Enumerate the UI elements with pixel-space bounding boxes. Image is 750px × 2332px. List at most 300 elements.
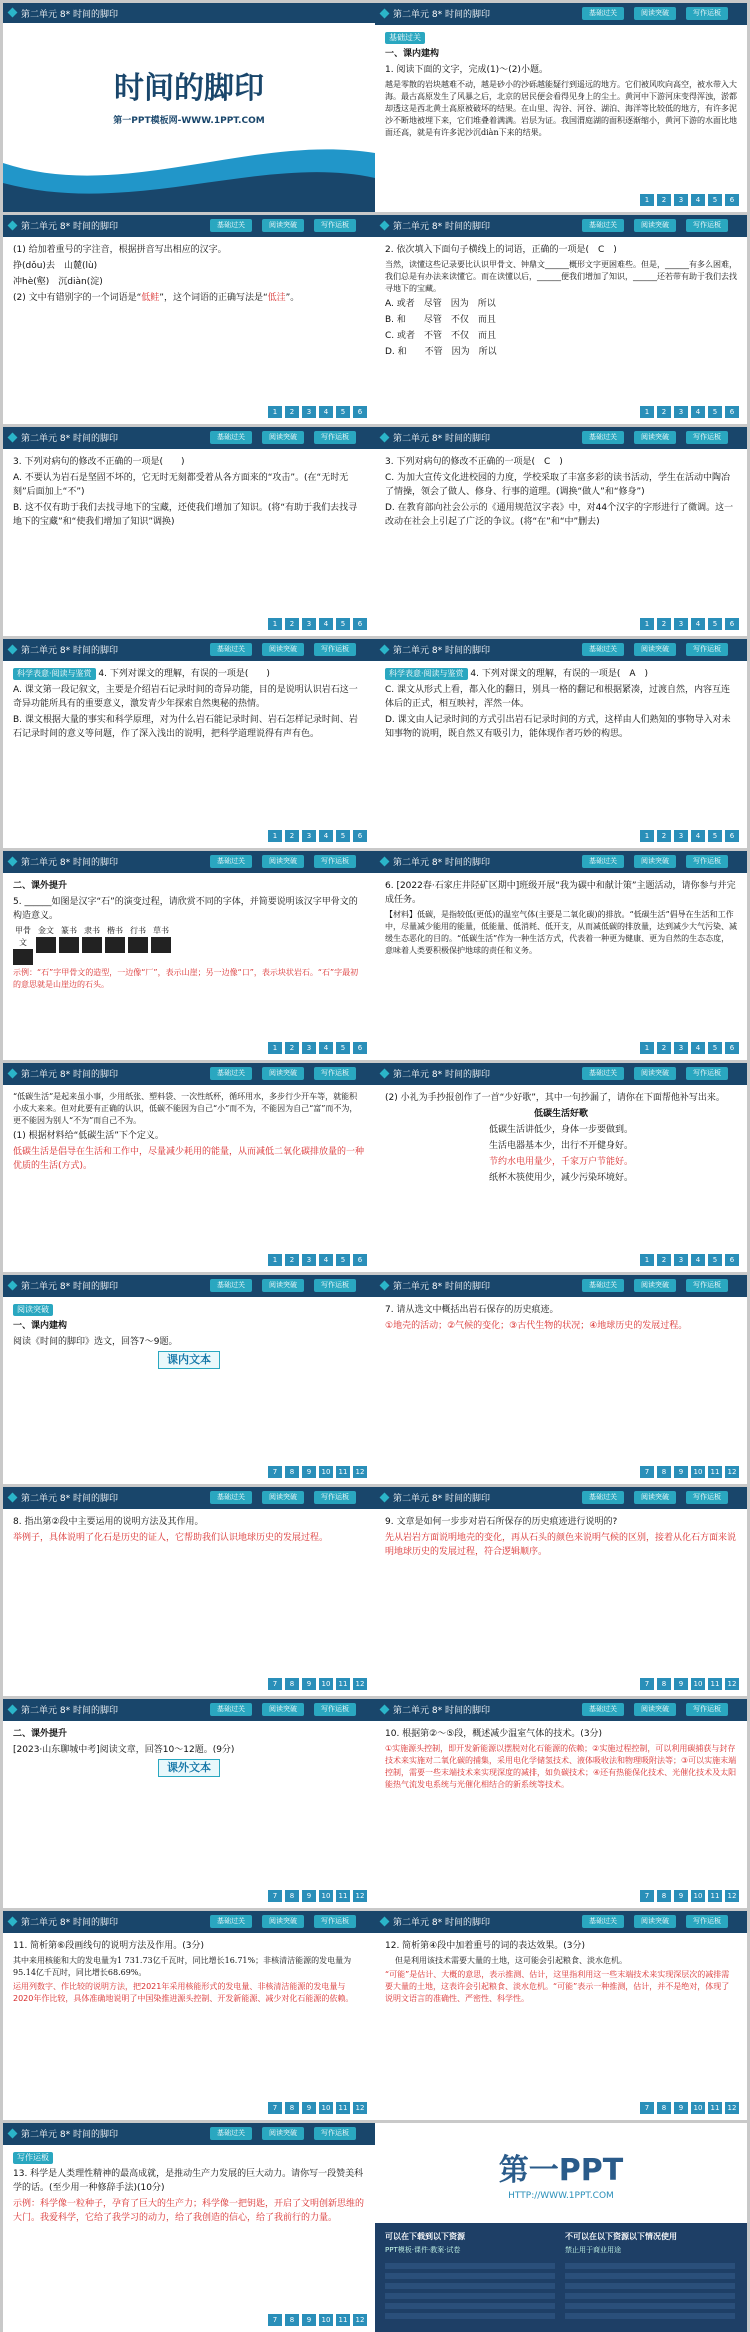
slide-4 xyxy=(375,215,747,424)
tab-basic[interactable]: 基础过关 xyxy=(210,431,252,444)
tab-reading[interactable]: 阅读突破 xyxy=(262,1279,304,1292)
question: 1. 阅读下面的文字，完成(1)～(2)小题。 xyxy=(385,65,548,75)
page-button[interactable]: 2 xyxy=(285,1254,299,1266)
pager xyxy=(268,1890,367,1902)
page-button[interactable]: 6 xyxy=(353,1254,367,1266)
option: D. 和 不管 因为 所以 xyxy=(385,347,497,357)
cover-slide xyxy=(3,3,375,212)
page-button[interactable]: 5 xyxy=(336,830,350,842)
slide-header xyxy=(375,1911,747,1933)
tab-basic[interactable]: 基础过关 xyxy=(582,855,624,868)
tab-writing[interactable]: 写作运板 xyxy=(686,1067,728,1080)
unit-title: 第二单元 8* 时间的脚印 xyxy=(21,434,118,444)
page-button[interactable]: 1 xyxy=(640,406,654,418)
question: 3. 下列对病句的修改不正确的一项是( ) xyxy=(13,457,185,467)
tab-reading[interactable]: 阅读突破 xyxy=(634,1491,676,1504)
unit-title: 第二单元 8* 时间的脚印 xyxy=(21,10,118,20)
page-button[interactable]: 12 xyxy=(725,1466,739,1478)
pager xyxy=(268,2314,367,2326)
page-button[interactable]: 4 xyxy=(691,618,705,630)
glyph-label: 篆书 xyxy=(61,926,77,935)
tab-reading[interactable]: 阅读突破 xyxy=(262,1703,304,1716)
page-button[interactable]: 8 xyxy=(285,2102,299,2114)
page-button[interactable]: 6 xyxy=(725,406,739,418)
pager xyxy=(640,1042,739,1054)
tab-writing[interactable]: 写作运板 xyxy=(686,7,728,20)
unit-title: 第二单元 8* 时间的脚印 xyxy=(393,646,490,656)
slide-header xyxy=(375,3,747,25)
unit-title: 第二单元 8* 时间的脚印 xyxy=(393,1706,490,1716)
question: 3. 下列对病句的修改不正确的一项是( C ) xyxy=(385,457,563,467)
page-button[interactable]: 11 xyxy=(336,1678,350,1690)
page-button[interactable]: 4 xyxy=(319,618,333,630)
glyph-image xyxy=(59,937,79,953)
answer: 低碳生活是倡导在生活和工作中，尽量减少耗用的能量，从而减低二氧化碳排放量的一种优质的生活(方式)。 xyxy=(13,1147,365,1171)
tab-basic[interactable]: 基础过关 xyxy=(210,855,252,868)
page-button[interactable]: 2 xyxy=(285,830,299,842)
page-button[interactable]: 9 xyxy=(674,1466,688,1478)
question: 11. 简析第⑥段画线句的说明方法及作用。(3分) xyxy=(13,1941,204,1951)
page-button[interactable]: 8 xyxy=(657,2102,671,2114)
tab-writing[interactable]: 写作运板 xyxy=(686,219,728,232)
unit-title: 第二单元 8* 时间的脚印 xyxy=(21,1494,118,1504)
unit-title: 第二单元 8* 时间的脚印 xyxy=(21,2130,118,2140)
slide-12 xyxy=(375,1063,747,1272)
page-button[interactable]: 3 xyxy=(674,406,688,418)
unit-title: 第二单元 8* 时间的脚印 xyxy=(393,1282,490,1292)
page-button[interactable]: 11 xyxy=(336,1890,350,1902)
diamond-icon xyxy=(380,1281,390,1291)
page-button[interactable]: 4 xyxy=(691,406,705,418)
slide-header xyxy=(375,427,747,449)
page-button[interactable]: 1 xyxy=(640,830,654,842)
tab-basic[interactable]: 基础过关 xyxy=(582,643,624,656)
tab-writing[interactable]: 写作运板 xyxy=(314,2127,356,2140)
page-button[interactable]: 3 xyxy=(302,1254,316,1266)
question: 10. 根据第②～⑤段，概述减少温室气体的技术。(3分) xyxy=(385,1729,603,1739)
page-button[interactable]: 6 xyxy=(353,830,367,842)
slide-10 xyxy=(375,851,747,1060)
page-button[interactable]: 1 xyxy=(640,194,654,206)
answer: 示例：“石”字甲骨文的造型，一边像“厂”，表示山崖；另一边像“口”，表示块状岩石。“石”字最初的意思就是山崖边的石头。 xyxy=(13,968,359,989)
slide-16 xyxy=(375,1487,747,1696)
pager xyxy=(268,1466,367,1478)
page-button[interactable]: 10 xyxy=(691,1466,705,1478)
tab-basic[interactable]: 基础过关 xyxy=(210,643,252,656)
answer: 示例：科学像一粒种子，孕育了巨大的生产力；科学像一把钥匙，开启了文明创新思维的大门。我爱科学，它给了我学习的动力，给了我创造的信心，给了我前行的力量。 xyxy=(13,2199,365,2223)
page-button[interactable]: 7 xyxy=(640,1678,654,1690)
tab-reading[interactable]: 阅读突破 xyxy=(262,1491,304,1504)
text-label-box[interactable]: 课外文本 xyxy=(158,1759,220,1777)
question: (1) 根据材料给“低碳生活”下个定义。 xyxy=(13,1131,164,1141)
option: D. 课文由人记录时间的方式引出岩石记录时间的方式，这样由人们熟知的事物导入对未知事物的说明，既自然又有吸引力，能体现作者巧妙的构思。 xyxy=(385,715,731,739)
slide-header xyxy=(3,427,375,449)
option: B. 课文根据大量的事实和科学原理，对为什么岩石能记录时间、岩石怎样记录时间、岩石记录时间的意义等问题，作了深入浅出的说明，把科学道理说得有声有色。 xyxy=(13,715,358,739)
question: (2) 小礼为手抄报创作了一首“少好歌”，其中一句抄漏了，请你在下面帮他补写出来。 xyxy=(385,1093,725,1103)
page-button[interactable]: 8 xyxy=(285,1890,299,1902)
page-button[interactable]: 4 xyxy=(691,830,705,842)
passage-text: “低碳生活”是起来虽小事，少用纸张、塑料袋、一次性纸杯，循环用水，多步行少开车等，就能积小成大来来。但对此要有正确的认识，低碳不能因为自己“小”而不为，不能因为自己“富”而不为，更不能因为别人“不为”而自己不为。 xyxy=(13,1092,358,1125)
tab-reading[interactable]: 阅读突破 xyxy=(262,1915,304,1928)
page-button[interactable]: 9 xyxy=(302,1466,316,1478)
tab-basic[interactable]: 基础过关 xyxy=(210,1491,252,1504)
passage-text: 当然，读懂这些记录要比认识甲骨文、钟鼎文______概形文字更困难些。但是，______有多么困难，我们总是有办法来读懂它。而在读懂以后，______便我们增加了知识，______还若带有助于我们去找寻地下的宝藏。 xyxy=(385,260,737,293)
page-button[interactable]: 1 xyxy=(268,618,282,630)
slide-header xyxy=(3,2123,375,2145)
tab-writing[interactable]: 写作运板 xyxy=(314,643,356,656)
promo-logo: 第一PPT xyxy=(498,2153,624,2188)
tab-reading[interactable]: 阅读突破 xyxy=(262,431,304,444)
promo-url[interactable]: HTTP://WWW.1PPT.COM xyxy=(508,2191,614,2201)
answer: 先从岩岩方面说明地壳的变化，再从石头的颜色来说明气候的区别，接着从化石方面来说明地球历史的发展过程，符合逻辑顺序。 xyxy=(385,1533,737,1557)
passage-text: 但是利用该技术需要大量的土地，这可能会引起粮食、淡水危机。 xyxy=(395,1956,627,1965)
page-button[interactable]: 1 xyxy=(268,406,282,418)
diamond-icon xyxy=(380,433,390,443)
diamond-icon xyxy=(8,645,18,655)
tab-reading[interactable]: 阅读突破 xyxy=(262,219,304,232)
tab-writing[interactable]: 写作运板 xyxy=(314,1703,356,1716)
page-button[interactable]: 10 xyxy=(319,2314,333,2326)
page-button[interactable]: 9 xyxy=(674,1890,688,1902)
tab-basic[interactable]: 基础过关 xyxy=(582,1279,624,1292)
option: A. 课文第一段记叙文，主要是介绍岩石记录时间的奇异功能，目的是说明认识岩石这一奇异功能所具有的重要意义，激发青少年探索自然奥秘的热情。 xyxy=(13,685,358,709)
tab-basic[interactable]: 基础过关 xyxy=(582,1915,624,1928)
page-button[interactable]: 2 xyxy=(657,406,671,418)
diamond-icon xyxy=(380,1705,390,1715)
promo-left-title: 可以在下载到以下资源 xyxy=(385,2232,465,2241)
page-button[interactable]: 12 xyxy=(353,2314,367,2326)
page-button[interactable]: 3 xyxy=(674,830,688,842)
tab-basic[interactable]: 基础过关 xyxy=(210,1703,252,1716)
promo-slide xyxy=(375,2123,747,2332)
page-button[interactable]: 8 xyxy=(657,1678,671,1690)
page-button[interactable]: 6 xyxy=(353,406,367,418)
question: 阅读《时间的脚印》选文，回答7～9题。 xyxy=(13,1337,178,1347)
page-button[interactable]: 3 xyxy=(674,1254,688,1266)
page-button[interactable]: 9 xyxy=(674,2102,688,2114)
page-button[interactable]: 5 xyxy=(336,618,350,630)
glyph-label: 甲骨文 xyxy=(15,926,31,947)
tab-reading[interactable]: 阅读突破 xyxy=(634,1279,676,1292)
tab-basic[interactable]: 基础过关 xyxy=(210,1067,252,1080)
page-button[interactable]: 6 xyxy=(353,1042,367,1054)
page-button[interactable]: 5 xyxy=(336,1254,350,1266)
page-button[interactable]: 3 xyxy=(674,194,688,206)
tab-basic[interactable]: 基础过关 xyxy=(210,1915,252,1928)
page-button[interactable]: 6 xyxy=(353,618,367,630)
page-button[interactable]: 11 xyxy=(708,1890,722,1902)
page-button[interactable]: 6 xyxy=(725,830,739,842)
tab-writing[interactable]: 写作运板 xyxy=(314,1491,356,1504)
pager xyxy=(640,618,739,630)
pager xyxy=(640,406,739,418)
page-button[interactable]: 10 xyxy=(691,1678,705,1690)
page-button[interactable]: 4 xyxy=(319,830,333,842)
slide-21 xyxy=(3,2123,375,2332)
page-button[interactable]: 7 xyxy=(268,2102,282,2114)
page-button[interactable]: 2 xyxy=(285,1042,299,1054)
tab-basic[interactable]: 基础过关 xyxy=(582,1703,624,1716)
unit-title: 第二单元 8* 时间的脚印 xyxy=(21,222,118,232)
page-button[interactable]: 9 xyxy=(674,1678,688,1690)
passage-text: 【材料】低碳，是指较低(更低)的温室气体(主要是二氧化碳)的排放。“低碳生活”倡导在生活和工作中，尽量减少能用的能量，低能量、低消耗、低开支，从而减低碳的排放量，达到减少大气污染、减缓生态恶化的目的。“低碳生活”作为一种生活方式，代表着一种更为健康、更为自然的生态态度，意味着人类要积极保护地球的责任和义务。 xyxy=(385,910,737,955)
slide-header xyxy=(375,1487,747,1509)
page-button[interactable]: 9 xyxy=(302,2102,316,2114)
pager xyxy=(268,1678,367,1690)
diamond-icon xyxy=(380,1493,390,1503)
page-button[interactable]: 2 xyxy=(285,406,299,418)
question-2 xyxy=(13,291,365,305)
page-button[interactable]: 7 xyxy=(640,2102,654,2114)
tab-writing[interactable]: 写作运板 xyxy=(314,1915,356,1928)
pager xyxy=(268,618,367,630)
tab-reading[interactable]: 阅读突破 xyxy=(634,1915,676,1928)
page-button[interactable]: 3 xyxy=(302,830,316,842)
tab-reading[interactable]: 阅读突破 xyxy=(262,855,304,868)
diamond-icon xyxy=(380,1069,390,1079)
slide-header xyxy=(3,215,375,237)
answer: 举例子，具体说明了化石是历史的证人，它帮助我们认识地球历史的发展过程。 xyxy=(13,1533,329,1543)
page-button[interactable]: 3 xyxy=(674,618,688,630)
answer-line: 冲hè(壑) 沉diàn(淀) xyxy=(13,277,103,287)
tab-writing[interactable]: 写作运板 xyxy=(314,1067,356,1080)
page-button[interactable]: 2 xyxy=(657,1254,671,1266)
diamond-icon xyxy=(8,1705,18,1715)
tab-reading[interactable]: 阅读突破 xyxy=(634,7,676,20)
page-button[interactable]: 10 xyxy=(319,2102,333,2114)
slide-header xyxy=(3,639,375,661)
unit-title: 第二单元 8* 时间的脚印 xyxy=(21,1070,118,1080)
unit-title: 第二单元 8* 时间的脚印 xyxy=(21,1706,118,1716)
tab-basic[interactable]: 基础过关 xyxy=(582,431,624,444)
section-tag: 阅读突破 xyxy=(13,1304,53,1316)
page-button[interactable]: 1 xyxy=(640,1042,654,1054)
tab-reading[interactable]: 阅读突破 xyxy=(262,1067,304,1080)
glyph-image xyxy=(36,937,56,953)
page-button[interactable]: 5 xyxy=(336,406,350,418)
page-button[interactable]: 10 xyxy=(319,1678,333,1690)
page-button[interactable]: 7 xyxy=(268,1466,282,1478)
page-button[interactable]: 4 xyxy=(691,1254,705,1266)
page-button[interactable]: 5 xyxy=(708,618,722,630)
glyph-image xyxy=(128,937,148,953)
glyph-strip xyxy=(13,925,365,965)
page-button[interactable]: 11 xyxy=(708,2102,722,2114)
unit-title: 第二单元 8* 时间的脚印 xyxy=(21,858,118,868)
page-button[interactable]: 8 xyxy=(285,1466,299,1478)
cover-subtitle: 第一PPT模板网-WWW.1PPT.COM xyxy=(113,116,265,126)
question: (1) 给加着重号的字注音，根据拼音写出相应的汉字。 xyxy=(13,245,227,255)
tab-reading[interactable]: 阅读突破 xyxy=(262,643,304,656)
page-button[interactable]: 7 xyxy=(640,1890,654,1902)
slide-5 xyxy=(3,427,375,636)
page-button[interactable]: 7 xyxy=(268,1890,282,1902)
section-tag: 基础过关 xyxy=(385,32,425,44)
tab-reading[interactable]: 阅读突破 xyxy=(634,219,676,232)
page-button[interactable]: 4 xyxy=(319,1042,333,1054)
page-button[interactable]: 1 xyxy=(640,618,654,630)
slide-3 xyxy=(3,215,375,424)
page-button[interactable]: 12 xyxy=(725,1890,739,1902)
tab-writing[interactable]: 写作运板 xyxy=(314,431,356,444)
tab-writing[interactable]: 写作运板 xyxy=(686,1279,728,1292)
glyph-label: 金文 xyxy=(38,926,54,935)
page-button[interactable]: 8 xyxy=(285,2314,299,2326)
page-button[interactable]: 1 xyxy=(268,830,282,842)
page-button[interactable]: 5 xyxy=(708,194,722,206)
pager xyxy=(640,1254,739,1266)
page-button[interactable]: 5 xyxy=(708,830,722,842)
text-label-box[interactable]: 课内文本 xyxy=(158,1351,220,1369)
option: C. 课文从形式上看，都入化的翻日，别具一格的翻记和根据紧凑，过渡自然，内容互连体后的正式，相互映衬，浑然一体。 xyxy=(385,685,731,709)
page-button[interactable]: 7 xyxy=(268,2314,282,2326)
page-button[interactable]: 6 xyxy=(725,618,739,630)
tab-reading[interactable]: 阅读突破 xyxy=(262,2127,304,2140)
question: 7. 请从选文中概括出岩石保存的历史痕迹。 xyxy=(385,1305,559,1315)
tab-writing[interactable]: 写作运板 xyxy=(686,855,728,868)
tab-basic[interactable]: 基础过关 xyxy=(210,1279,252,1292)
unit-title: 第二单元 8* 时间的脚印 xyxy=(21,1918,118,1928)
page-button[interactable]: 7 xyxy=(640,1466,654,1478)
page-button[interactable]: 3 xyxy=(302,406,316,418)
page-button[interactable]: 10 xyxy=(691,1890,705,1902)
page-button[interactable]: 12 xyxy=(353,1678,367,1690)
page-button[interactable]: 6 xyxy=(725,194,739,206)
page-button[interactable]: 12 xyxy=(353,1466,367,1478)
tab-writing[interactable]: 写作运板 xyxy=(314,219,356,232)
page-button[interactable]: 12 xyxy=(353,1890,367,1902)
slide-6 xyxy=(375,427,747,636)
slide-header xyxy=(375,851,747,873)
page-button[interactable]: 11 xyxy=(708,1678,722,1690)
tab-reading[interactable]: 阅读突破 xyxy=(634,1703,676,1716)
page-button[interactable]: 8 xyxy=(657,1890,671,1902)
tab-basic[interactable]: 基础过关 xyxy=(582,1491,624,1504)
page-button[interactable]: 8 xyxy=(657,1466,671,1478)
page-button[interactable]: 11 xyxy=(708,1466,722,1478)
page-button[interactable]: 4 xyxy=(319,1254,333,1266)
page-button[interactable]: 11 xyxy=(336,2314,350,2326)
question: 5. ______如图是汉字“石”的演变过程，请欣赏不同的字体，并简要说明该汉字甲骨文的构造意义。 xyxy=(13,897,358,921)
page-button[interactable]: 6 xyxy=(725,1042,739,1054)
page-button[interactable]: 2 xyxy=(657,618,671,630)
tab-writing[interactable]: 写作运板 xyxy=(686,1703,728,1716)
tab-writing[interactable]: 写作运板 xyxy=(686,431,728,444)
tab-writing[interactable]: 写作运板 xyxy=(686,643,728,656)
slide-header xyxy=(3,1275,375,1297)
pager xyxy=(268,406,367,418)
page-button[interactable]: 4 xyxy=(691,1042,705,1054)
tab-basic[interactable]: 基础过关 xyxy=(210,219,252,232)
page-button[interactable]: 1 xyxy=(268,1254,282,1266)
diamond-icon xyxy=(8,1917,18,1927)
diamond-icon xyxy=(380,1917,390,1927)
slide-header xyxy=(3,1063,375,1085)
promo-top xyxy=(375,2123,747,2223)
page-button[interactable]: 11 xyxy=(336,1466,350,1478)
page-button[interactable]: 5 xyxy=(708,1254,722,1266)
tab-reading[interactable]: 阅读突破 xyxy=(634,1067,676,1080)
section-tag: 科学表意·阅读与鉴赏 xyxy=(13,668,96,680)
question: [2023·山东聊城中考]阅读文章，回答10～12题。(9分) xyxy=(13,1745,235,1755)
slide-18 xyxy=(375,1699,747,1908)
tab-reading[interactable]: 阅读突破 xyxy=(634,855,676,868)
tab-reading[interactable]: 阅读突破 xyxy=(634,643,676,656)
page-button[interactable]: 4 xyxy=(319,406,333,418)
page-button[interactable]: 3 xyxy=(302,618,316,630)
section-heading: 二、课外提升 xyxy=(13,1729,68,1739)
page-button[interactable]: 2 xyxy=(657,830,671,842)
cover-title: 时间的脚印 xyxy=(114,71,264,106)
page-button[interactable]: 2 xyxy=(657,1042,671,1054)
page-button[interactable]: 4 xyxy=(691,194,705,206)
cover-header xyxy=(3,3,375,23)
page-button[interactable]: 9 xyxy=(302,2314,316,2326)
diamond-icon xyxy=(8,8,18,18)
page-button[interactable]: 5 xyxy=(336,1042,350,1054)
page-button[interactable]: 1 xyxy=(268,1042,282,1054)
page-button[interactable]: 3 xyxy=(674,1042,688,1054)
page-button[interactable]: 7 xyxy=(268,1678,282,1690)
slide-header xyxy=(3,1911,375,1933)
diamond-icon xyxy=(8,1493,18,1503)
page-button[interactable]: 12 xyxy=(353,2102,367,2114)
page-button[interactable]: 12 xyxy=(725,2102,739,2114)
page-button[interactable]: 9 xyxy=(302,1890,316,1902)
answer-correct: 低洼 xyxy=(267,293,286,303)
tab-writing[interactable]: 写作运板 xyxy=(686,1915,728,1928)
section-tag: 科学表意·阅读与鉴赏 xyxy=(385,668,468,680)
page-button[interactable]: 12 xyxy=(725,1678,739,1690)
page-button[interactable]: 10 xyxy=(319,1890,333,1902)
tab-basic[interactable]: 基础过关 xyxy=(210,2127,252,2140)
page-button[interactable]: 5 xyxy=(708,1042,722,1054)
slide-15 xyxy=(3,1487,375,1696)
option: B. 这不仅有助于我们去找寻地下的宝藏，还使我们增加了知识。(将“有助于我们去找寻地下的宝藏”和“使我们增加了知识”调换) xyxy=(13,503,358,527)
slide-7 xyxy=(3,639,375,848)
page-button[interactable]: 3 xyxy=(302,1042,316,1054)
question: 12. 简析第④段中加着重号的词的表达效果。(3分) xyxy=(385,1941,585,1951)
slide-20 xyxy=(375,1911,747,2120)
page-button[interactable]: 9 xyxy=(302,1678,316,1690)
option: C. 为加大宣传文化进校园的力度，学校采取了丰富多彩的读书活动，学生在活动中陶冶了情操，领会了做人、修身、行事的道理。(调换“做人”和“修身”) xyxy=(385,473,731,497)
page-button[interactable]: 2 xyxy=(657,194,671,206)
promo-bottom xyxy=(375,2223,747,2332)
page-button[interactable]: 2 xyxy=(285,618,299,630)
page-button[interactable]: 8 xyxy=(285,1678,299,1690)
page-button[interactable]: 1 xyxy=(640,1254,654,1266)
tab-basic[interactable]: 基础过关 xyxy=(582,7,624,20)
pager xyxy=(640,830,739,842)
tab-basic[interactable]: 基础过关 xyxy=(582,219,624,232)
promo-link-list-left xyxy=(385,2263,555,2323)
page-button[interactable]: 10 xyxy=(691,2102,705,2114)
tab-basic[interactable]: 基础过关 xyxy=(582,1067,624,1080)
page-button[interactable]: 10 xyxy=(319,1466,333,1478)
tab-writing[interactable]: 写作运板 xyxy=(314,1279,356,1292)
page-button[interactable]: 11 xyxy=(336,2102,350,2114)
tab-writing[interactable]: 写作运板 xyxy=(314,855,356,868)
page-button[interactable]: 5 xyxy=(708,406,722,418)
slide-header xyxy=(375,639,747,661)
page-button[interactable]: 6 xyxy=(725,1254,739,1266)
answer: 运用列数字、作比较的说明方法，把2021年采用核能形式的发电量、非核清洁能源的发电量与2020年作比较，具体准确地说明了中国染推进源头控制、开发新能源、减少对化石能源的依赖。 xyxy=(13,1982,354,2003)
unit-title: 第二单元 8* 时间的脚印 xyxy=(21,646,118,656)
diamond-icon xyxy=(8,2129,18,2139)
tab-writing[interactable]: 写作运板 xyxy=(686,1491,728,1504)
tab-reading[interactable]: 阅读突破 xyxy=(634,431,676,444)
pager xyxy=(268,1042,367,1054)
